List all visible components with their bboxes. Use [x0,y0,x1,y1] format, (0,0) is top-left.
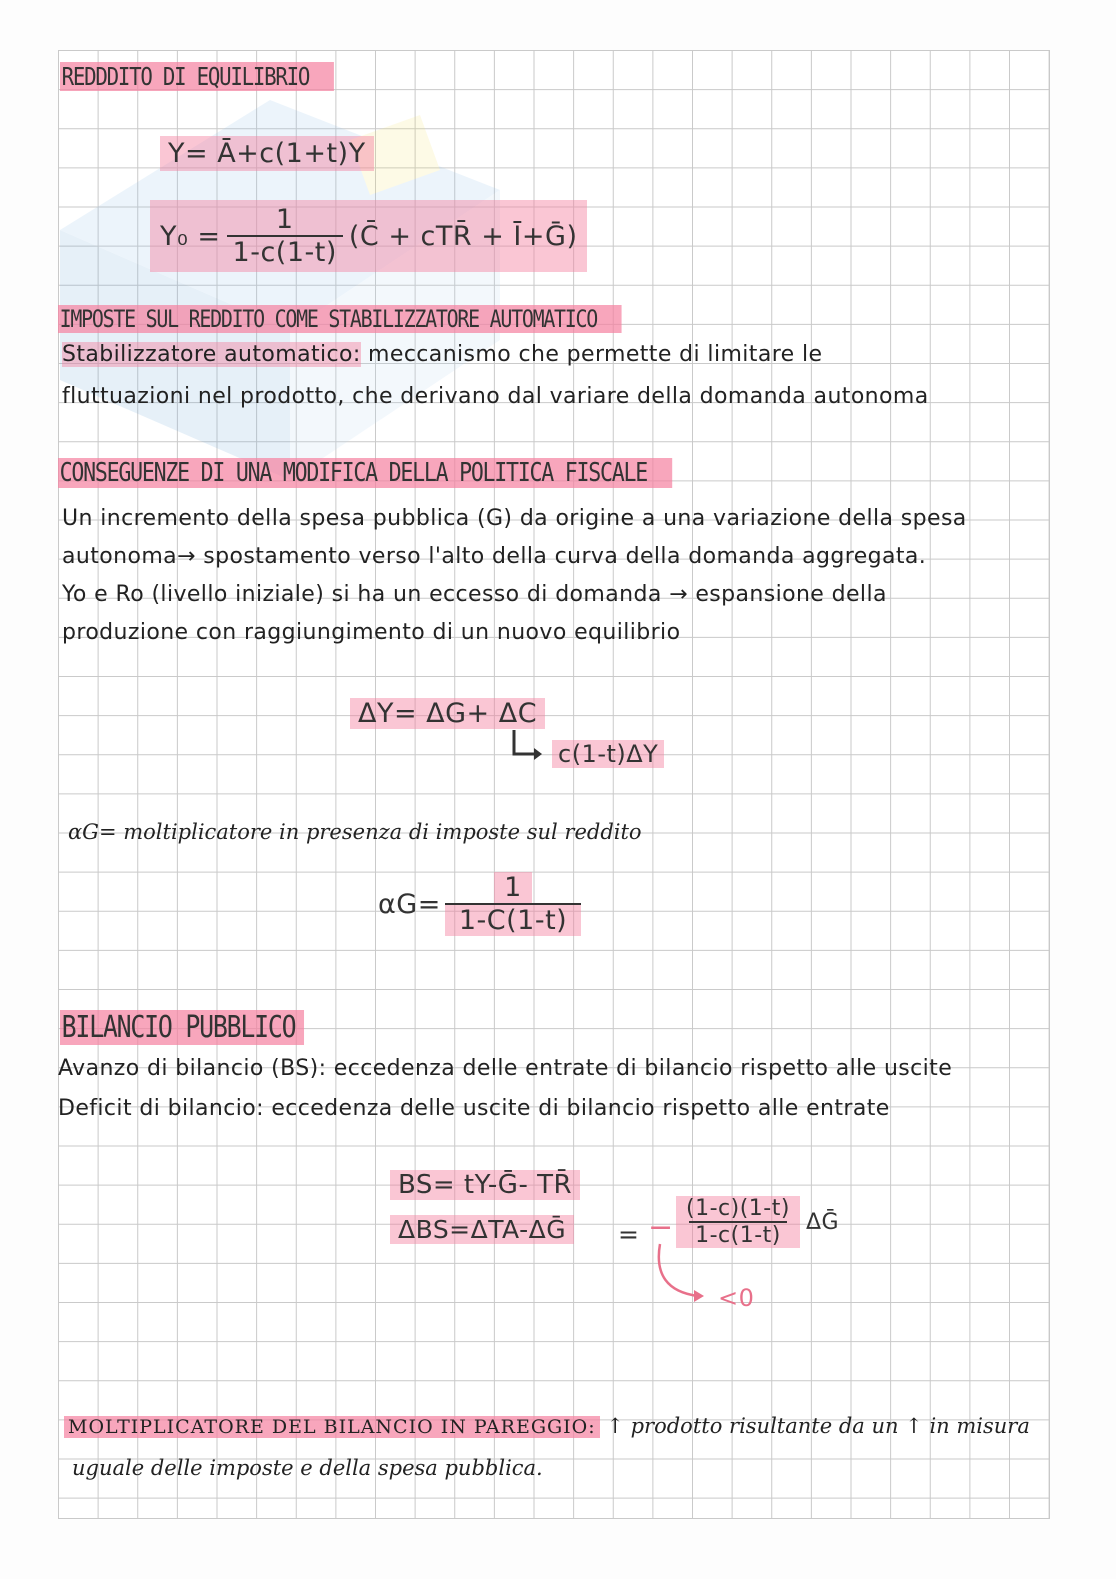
arrow-down-right-icon [508,728,548,764]
formula-delta-bs-equals: = [618,1220,640,1249]
moltiplicatore-note: αG= moltiplicatore in presenza di imposte sul reddito [68,820,642,844]
formula-alpha-g-fraction [445,872,581,936]
formula-delta-bs-denominator: 1-c(1-t) [689,1221,787,1248]
formula-delta-bs: ΔBS=ΔTA-ΔḠ [390,1215,574,1244]
bilancio-line-2: Deficit di bilancio: eccedenza delle uscite di bilancio rispetto alle entrate [58,1096,890,1121]
heading-reddito-equilibrio: REDDDITO DI EQUILIBRIO [60,62,334,91]
bilancio-line-1: Avanzo di bilancio (BS): eccedenza delle entrate di bilancio rispetto alle uscite [58,1056,953,1081]
conseguenze-line-1: Un incremento della spesa pubblica (G) da origine a una variazione della spesa [62,506,967,531]
formula-alpha-g-left: αG= [378,888,441,920]
stabilizzatore-line-2: fluttuazioni nel prodotto, che derivano dal variare della domanda autonoma [62,384,929,409]
formula-delta-bs-tail: ΔḠ [805,1209,840,1235]
formula-bs: BS= tY-Ḡ- TR̄ [390,1170,580,1200]
formula-y0 [150,200,587,272]
conseguenze-line-2: autonoma→ spostamento verso l'alto della curva della domanda aggregata. [62,544,927,569]
formula-less-than-zero: <0 [718,1284,755,1312]
pareggio-line-2: uguale delle imposte e della spesa pubblica. [72,1456,543,1480]
formula-y0-right: (C̄ + cTR̄ + Ī+Ḡ) [348,220,578,252]
curved-arrow-icon [646,1240,716,1310]
formula-y0-fraction [227,204,343,268]
pareggio-line-1 [64,1414,1030,1438]
formula-y0-left: Y₀ = [160,220,221,252]
stabilizzatore-definition: meccanismo che permette di limitare le [360,342,823,367]
formula-alpha-g [378,872,581,936]
formula-equilibrium-income: Y= Ā+c(1+t)Y [160,136,374,171]
pareggio-definition: ↑ prodotto risultante da un ↑ in misura [599,1414,1030,1438]
formula-y0-denominator: 1-c(1-t) [227,235,343,268]
heading-imposte-stabilizzatore: IMPOSTE SUL REDDITO COME STABILIZZATORE AUTOMATICO [58,305,622,333]
formula-delta-bs-sign: − [648,1210,674,1245]
pareggio-term: MOLTIPLICATORE DEL BILANCIO IN PAREGGIO: [64,1416,600,1438]
formula-delta-c: c(1-t)ΔY [552,740,664,768]
stabilizzatore-term: Stabilizzatore automatico: [62,342,361,367]
formula-y0-numerator: 1 [275,204,294,235]
formula-alpha-g-numerator: 1 [494,872,532,903]
formula-delta-bs-numerator: (1-c)(1-t) [686,1196,790,1221]
conseguenze-line-3: Yo e Ro (livello iniziale) si ha un eccesso di domanda → espansione della [62,582,887,607]
stabilizzatore-line-1 [62,342,822,367]
formula-delta-y: ΔY= ΔG+ ΔC [350,698,545,729]
formula-alpha-g-denominator: 1-C(1-t) [445,903,581,936]
heading-bilancio-pubblico: BILANCIO PUBBLICO [60,1010,304,1045]
conseguenze-line-4: produzione con raggiungimento di un nuovo equilibrio [62,620,681,645]
heading-conseguenze-politica-fiscale: CONSEGUENZE DI UNA MODIFICA DELLA POLITICA FISCALE [58,458,672,488]
